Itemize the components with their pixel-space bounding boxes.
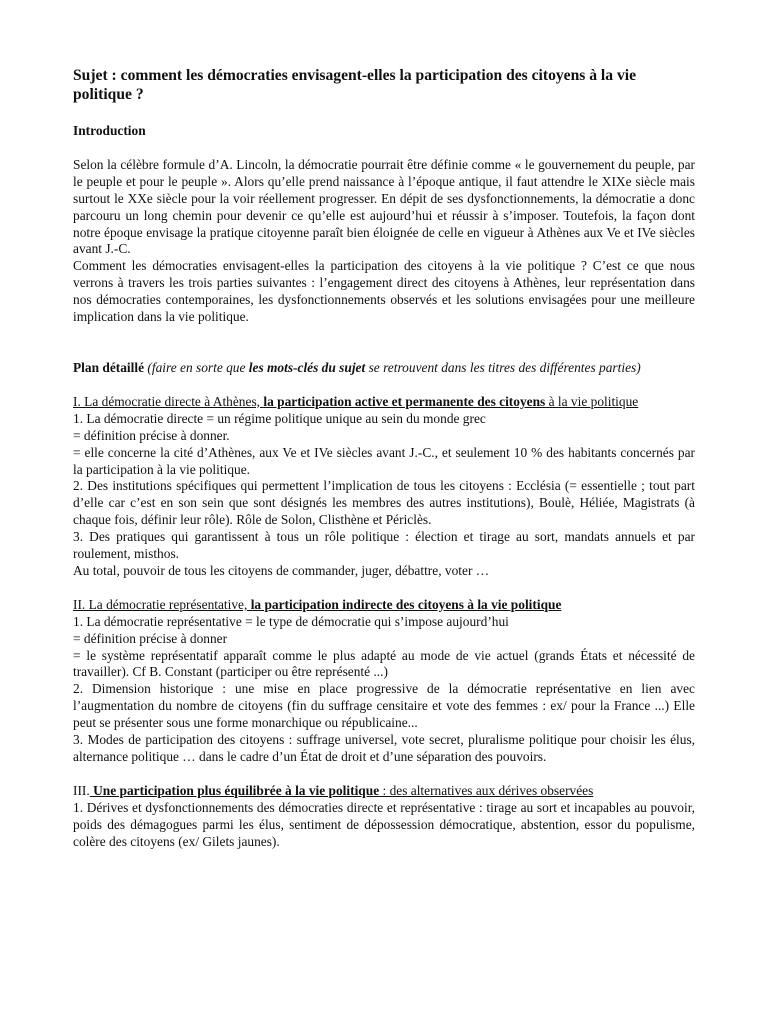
part1-title (73, 394, 695, 411)
part2-title-a: II. La démocratie représentative, (73, 596, 251, 612)
part1-line: Au total, pouvoir de tous les citoyens de commander, juger, débattre, voter … (73, 562, 490, 578)
part3-title-a: III. (73, 782, 90, 798)
document-page (73, 66, 695, 851)
part3-line: 1. Dérives et dysfonctionnements des démocraties directe et représentative : tirage au sort et incapables au pouvoir, poids des démagogues parmi les élus, sentiment de dépossession démocratique, abstention, essor du populisme, colère des citoyens (ex/ Gilets jaunes). (73, 799, 695, 849)
part1-line: = définition précise à donner. (73, 427, 230, 443)
part1-line: 2. Des institutions spécifiques qui permettent l’implication de tous les citoyens : Ecclésia (= essentielle ; tout part d’elle car c’est en son sein que sont désignés les membres des autres institutions), Boulè, Héliée, Magistrats (à chaque fois, définir leur rôle). Rôle de Solon, Clisthène et Périclès. (73, 478, 695, 528)
part2-title-b: la participation indirecte des citoyens à la vie politique (250, 596, 562, 612)
part2-title (73, 597, 695, 614)
part3-title-b: Une participation plus équilibrée à la vie politique (89, 782, 380, 798)
plan-heading (73, 360, 695, 377)
part1-title-a: I. La démocratie directe à Athènes, (73, 393, 264, 409)
part2-line: = le système représentatif apparaît comme le plus adapté au mode de vie actuel (grands États et nécessité de travailler). Cf B. Constant (participer ou être représenté ...) (73, 647, 695, 680)
part3-title-c: : des alternatives aux dérives observées (379, 782, 594, 798)
introduction-paragraph-2: Comment les démocraties envisagent-elles la participation des citoyens à la vie politique ? C’est ce que nous verrons à travers les trois parties suivantes : l’engagement direct des citoyens à Athènes, leur représentation dans nos démocraties contemporaines, les dysfonctionnements observés et les solutions envisagées pour une meilleure implication dans la vie politique. (73, 258, 695, 325)
part2-line: 3. Modes de participation des citoyens : suffrage universel, vote secret, pluralisme politique pour choisir les élus, alternance politique … dans le cadre d’un État de droit et d’une séparation des pouvoirs. (73, 732, 695, 764)
part3-title (73, 783, 695, 800)
part2-line: 1. La démocratie représentative = le type de démocratie qui s’impose aujourd’hui (73, 613, 509, 629)
plan-note-keywords: les mots-clés du sujet (248, 359, 366, 375)
part1-line: = elle concerne la cité d’Athènes, aux Ve et IVe siècles avant J.-C., et seulement 10 % des habitants concernés par la participation à la vie politique. (73, 444, 695, 477)
plan-note-start: (faire en sorte que (144, 359, 249, 375)
part1-title-b: la participation active et permanente des citoyens (263, 393, 546, 409)
part1-line: 3. Des pratiques qui garantissent à tous un rôle politique : élection et tirage au sort, mandats annuels et par roulement, misthos. (73, 529, 695, 562)
plan-label: Plan détaillé (73, 359, 145, 375)
part2-line: = définition précise à donner (73, 630, 228, 646)
part2-line: 2. Dimension historique : une mise en place progressive de la démocratie représentative en lien avec l’augmentation du nombre de citoyens (fin du suffrage censitaire et vote des femmes : ex/ pour la France ...) Elle peut se présenter sous une forme monarchique ou républicaine... (73, 681, 695, 731)
introduction-paragraph-1: Selon la célèbre formule d’A. Lincoln, la démocratie pourrait être définie comme « le gouvernement du peuple, par le peuple et pour le peuple ». Alors qu’elle prend naissance à l’époque antique, il faut attendre le XIXe siècle mais surtout le XXe siècle pour la voir réellement progresser. En dépit de ses dysfonctionnements, la démocratie a donc parcouru un long chemin pour devenir ce qu’elle est aujourd’hui et réussir à s’imposer. Toutefois, la façon dont notre époque envisage la pratique citoyenne paraît bien éloignée de celle en vigueur à Athènes aux Ve et IVe siècles avant J.-C. (73, 156, 695, 257)
introduction-heading: Introduction (73, 123, 146, 138)
part1-line: 1. La démocratie directe = un régime politique unique au sein du monde grec (73, 410, 486, 426)
part1-title-c: à la vie politique (545, 393, 639, 409)
plan-note-end: se retrouvent dans les titres des différentes parties) (365, 359, 641, 375)
page-title: Sujet : comment les démocraties envisagent-elles la participation des citoyens à la vie politique ? (73, 67, 637, 103)
